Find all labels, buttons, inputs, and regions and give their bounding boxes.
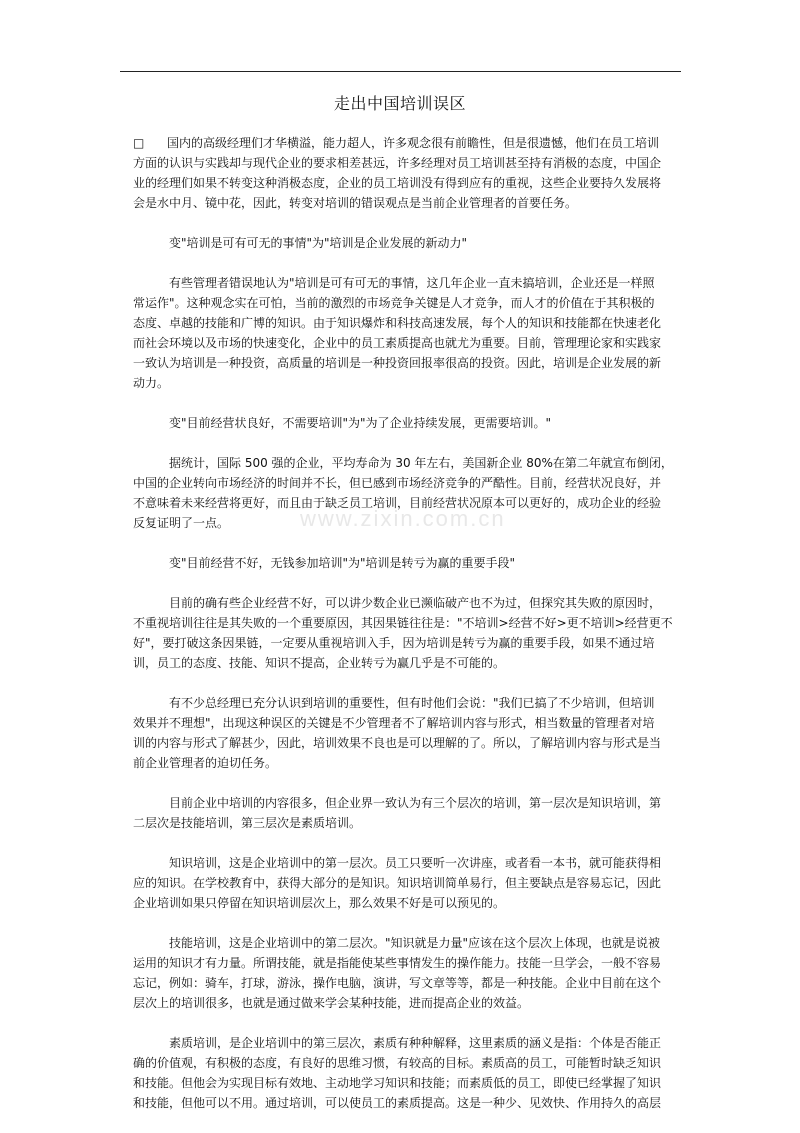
intro-paragraph — [133, 133, 670, 213]
paragraph-line: 态度、卓越的技能和广博的知识。由于知识爆炸和科技高速发展，每个人的知识和技能都在快速老化 — [133, 316, 662, 330]
paragraph-line: 目前企业中培训的内容很多，但企业界一致认为有三个层次的培训，第一层次是知识培训，第 — [169, 796, 662, 810]
watermark: www.zixin.com.cn — [300, 506, 506, 531]
paragraph-8 — [133, 1033, 670, 1113]
paragraph-line: 二层次是技能培训，第三层次是素质培训。 — [133, 816, 362, 830]
box-icon: □ — [133, 136, 145, 150]
paragraph-4 — [133, 693, 670, 773]
paragraph-line: 忘记，例如：骑车，打球，游泳，操作电脑，演讲，写文章等等，都是一种技能。企业中目前在这个 — [133, 976, 662, 990]
paragraph-line: 据统计，国际 500 强的企业，平均寿命为 30 年左右，美国新企业 80%在第二年就宣布倒闭， — [169, 456, 673, 470]
paragraph-2 — [133, 453, 673, 533]
paragraph-line: 运用的知识才有力量。所谓技能，就是指能使某些事情发生的操作能力。技能一旦学会，一般不容易 — [133, 956, 662, 970]
paragraph-line: 不意味着未来经营将更好，而且由于缺乏员工培训，目前经营状况原本可以更好的，成功企业的经验 — [133, 496, 662, 510]
section-heading-2: 变"目前经营状良好，不需要培训"为"为了企业持续发展，更需要培训。" — [169, 416, 552, 430]
paragraph-line: 效果并不理想"，出现这种误区的关键是不少管理者不了解培训内容与形式，相当数量的管理者对培 — [133, 716, 655, 730]
paragraph-line: 训，员工的态度、技能、知识不提高，企业转亏为赢几乎是不可能的。 — [133, 656, 506, 670]
paragraph-6 — [133, 853, 670, 913]
document-title: 走出中国培训误区 — [333, 94, 466, 113]
paragraph-line: 层次上的培训很多，也就是通过做来学会某种技能，进而提高企业的效益。 — [133, 996, 530, 1010]
paragraph-line: 好"，要打破这条因果链，一定要从重视培训入手，因为培训是转亏为赢的重要手段，如果不通过培 — [133, 636, 655, 650]
paragraph-line: 目前的确有些企业经营不好，可以讲少数企业已濒临破产也不为过，但探究其失败的原因时， — [169, 596, 662, 610]
paragraph-line: 方面的认识与实践却与现代企业的要求相差甚远，许多经理对员工培训甚至持有消极的态度，中国企 — [133, 156, 662, 170]
paragraph-1 — [133, 273, 670, 393]
paragraph-line: 一致认为培训是一种投资，高质量的培训是一种投资回报率很高的投资。因此，培训是企业发展的新 — [133, 356, 662, 370]
paragraph-line: 技能培训，这是企业培训中的第二层次。"知识就是力量"应该在这个层次上体现，也就是说被 — [169, 936, 661, 950]
paragraph-line: 会是水中月、镜中花，因此，转变对培训的错误观点是当前企业管理者的首要任务。 — [133, 196, 578, 210]
paragraph-line: 素质培训，是企业培训中的第三层次，素质有种种解释，这里素质的涵义是指：个体是否能正 — [169, 1036, 662, 1050]
paragraph-line: 动力。 — [133, 376, 170, 390]
paragraph-7 — [133, 933, 670, 1013]
line-text: 国内的高级经理们才华横溢，能力超人，许多观念很有前瞻性，但是很遗憾，他们在员工培训 — [167, 136, 660, 150]
paragraph-line: 业的经理们如果不转变这种消极态度，企业的员工培训没有得到应有的重视，这些企业要持久发展将 — [133, 176, 662, 190]
paragraph-line: 有不少总经理已充分认识到培训的重要性，但有时他们会说："我们已搞了不少培训，但培训 — [169, 696, 655, 710]
paragraph-line: 反复证明了一点。 — [133, 516, 230, 530]
paragraph-line: 企业培训如果只停留在知识培训层次上，那么效果不好是可以预见的。 — [133, 896, 506, 910]
paragraph-5 — [133, 793, 670, 833]
paragraph-line — [133, 133, 670, 153]
document-body — [133, 133, 673, 1133]
paragraph-line: 和技能。但他会为实现目标有效地、主动地学习知识和技能；而素质低的员工，即使已经掌握了知识 — [133, 1076, 662, 1090]
paragraph-line: 应的知识。在学校教育中，获得大部分的是知识。知识培训简单易行，但主要缺点是容易忘记，因此 — [133, 876, 662, 890]
paragraph-line: 前企业管理者的迫切任务。 — [133, 756, 278, 770]
paragraph-line: 确的价值观，有积极的态度，有良好的思维习惯，有较高的目标。素质高的员工，可能暂时缺乏知识 — [133, 1056, 662, 1070]
paragraph-line: 常运作"。这种观念实在可怕，当前的激烈的市场竞争关键是人才竞争，而人才的价值在于其积极的 — [133, 296, 655, 310]
paragraph-line: 知识培训，这是企业培训中的第一层次。员工只要听一次讲座，或者看一本书，就可能获得相 — [169, 856, 662, 870]
header-rule — [120, 71, 681, 72]
paragraph-line: 有些管理者错误地认为"培训是可有可无的事情，这几年企业一直未搞培训，企业还是一样照 — [169, 276, 655, 290]
paragraph-line: 中国的企业转向市场经济的时间并不长，但已感到市场经济竞争的严酷性。目前，经营状况良好，并 — [133, 476, 662, 490]
paragraph-3 — [133, 593, 673, 673]
paragraph-line: 训的内容与形式了解甚少，因此，培训效果不良也是可以理解的了。所以，了解培训内容与形式是当 — [133, 736, 662, 750]
section-heading-1: 变"培训是可有可无的事情"为"培训是企业发展的新动力" — [169, 236, 468, 250]
paragraph-line: 而社会环境以及市场的快速变化，企业中的员工素质提高也就尤为重要。目前，管理理论家和实践家 — [133, 336, 662, 350]
paragraph-line: 和技能，但他可以不用。通过培训，可以使员工的素质提高。这是一种少、见效快、作用持久的高层 — [133, 1096, 662, 1110]
paragraph-line: 不重视培训往往是其失败的一个重要原因，其因果链往往是："不培训>经营不好>更不培训>经营更不 — [133, 616, 673, 630]
section-heading-3: 变"目前经营不好，无钱参加培训"为"培训是转亏为赢的重要手段" — [169, 556, 516, 570]
